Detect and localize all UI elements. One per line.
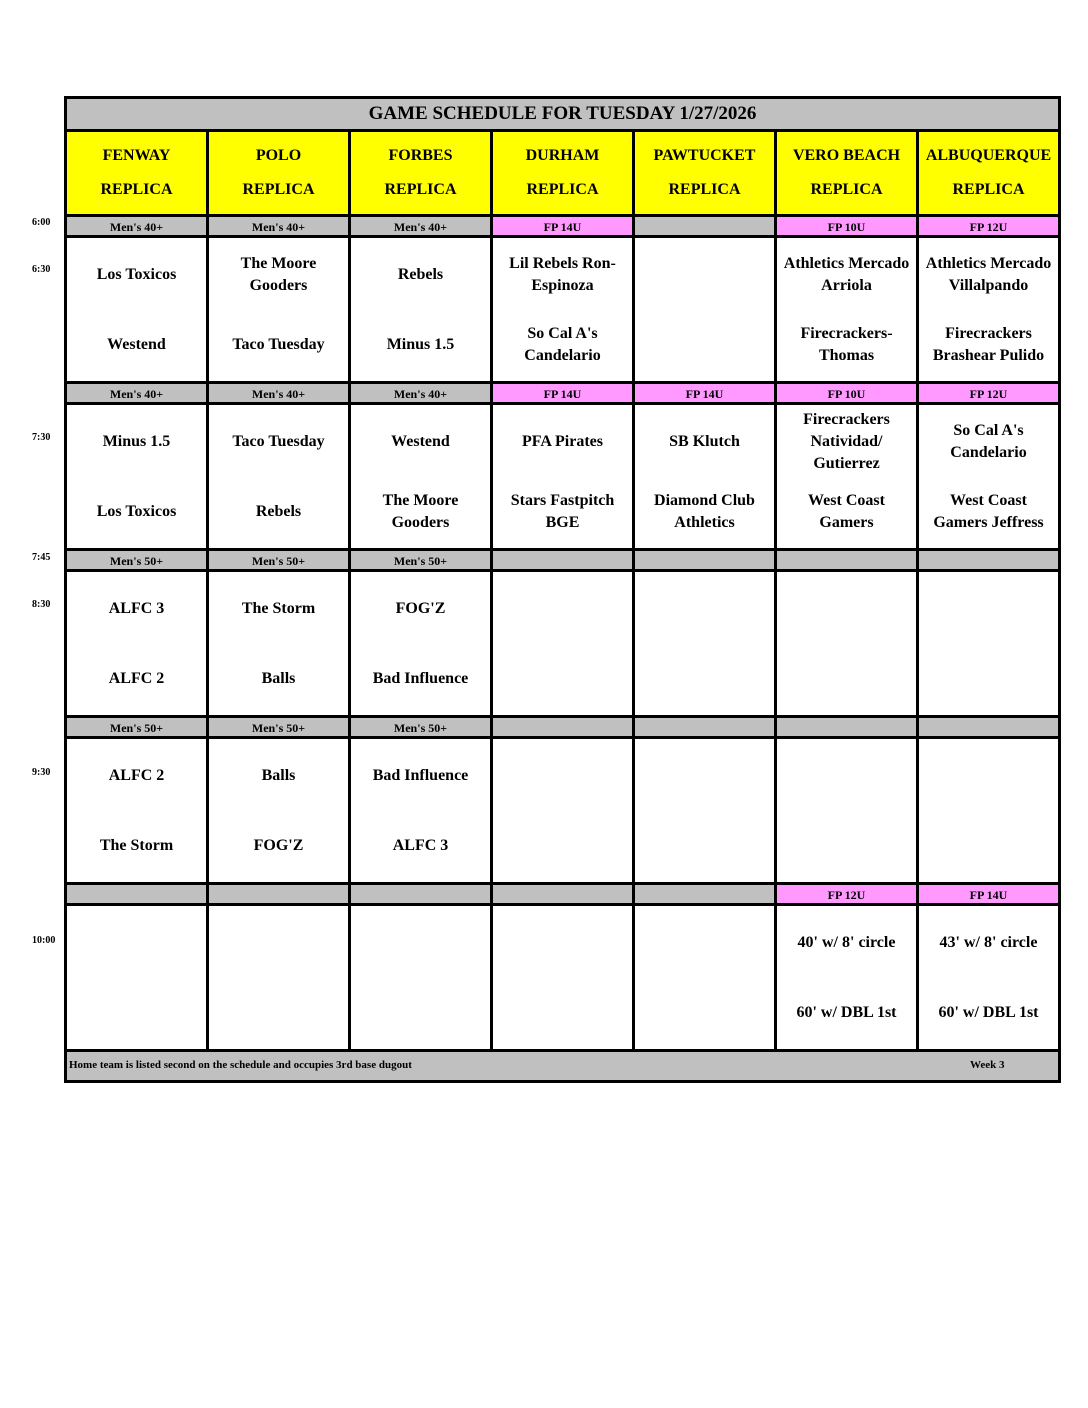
visitor-team: 43' w/ 8' circle [939, 934, 1038, 951]
visitor-team: Balls [261, 767, 296, 784]
division-label: Men's 40+ [351, 384, 493, 402]
home-team [777, 646, 916, 715]
division-row [67, 384, 1058, 405]
visitor-team: 40' w/ 8' circle [797, 934, 896, 951]
game-cell [351, 906, 493, 1049]
schedule-title: GAME SCHEDULE FOR TUESDAY 1/27/2026 [67, 99, 1058, 132]
home-team [493, 980, 632, 1049]
division-label: Men's 50+ [209, 718, 351, 736]
visitor-team [351, 906, 490, 980]
game-cell [777, 405, 919, 548]
visitor-team: Taco Tuesday [232, 433, 325, 450]
visitor-team [919, 572, 1058, 646]
division-label: FP 12U [919, 384, 1058, 402]
home-team [635, 813, 774, 882]
field-name: ALBUQUERQUE [925, 147, 1052, 164]
division-label [777, 551, 919, 569]
game-cell [635, 906, 777, 1049]
home-team [635, 980, 774, 1049]
home-team: The Storm [99, 836, 174, 854]
division-label [493, 718, 635, 736]
division-label: FP 14U [635, 384, 777, 402]
division-label [777, 718, 919, 736]
division-label: FP 12U [919, 217, 1058, 235]
home-team: Firecrackers-Thomas [800, 324, 893, 364]
time-label: 10:00 [32, 935, 56, 946]
visitor-team: Westend [391, 433, 450, 450]
visitor-team: ALFC 3 [108, 600, 165, 617]
visitor-team: PFA Pirates [521, 433, 603, 450]
game-cell [351, 739, 493, 882]
home-team: Minus 1.5 [386, 335, 455, 353]
home-team: Balls [261, 669, 296, 687]
field-header [635, 132, 777, 214]
division-label: FP 10U [777, 217, 919, 235]
division-label: Men's 50+ [351, 551, 493, 569]
home-team: FOG'Z [253, 836, 304, 854]
division-label: Men's 40+ [209, 217, 351, 235]
visitor-team: FOG'Z [395, 600, 446, 617]
time-label: 6:00 [32, 217, 51, 228]
schedule-blocks [67, 217, 1058, 1052]
division-label [67, 885, 209, 903]
field-name: FENWAY [102, 147, 171, 164]
visitor-team: SB Klutch [669, 433, 740, 450]
visitor-team: Athletics Mercado Villalpando [925, 255, 1052, 294]
visitor-team: The Storm [241, 600, 316, 617]
time-label: 7:30 [32, 432, 51, 443]
field-header [209, 132, 351, 214]
division-label: Men's 50+ [67, 718, 209, 736]
visitor-team [493, 906, 632, 980]
field-name: DURHAM [525, 147, 600, 164]
game-cell [919, 238, 1058, 381]
visitor-team: The Moore Gooders [240, 255, 317, 294]
visitor-team: Los Toxicos [96, 266, 177, 283]
division-label [493, 885, 635, 903]
home-team [493, 646, 632, 715]
home-team [493, 813, 632, 882]
division-label: FP 14U [919, 885, 1058, 903]
home-team: ALFC 3 [392, 836, 449, 854]
visitor-team [635, 906, 774, 980]
division-label: Men's 40+ [67, 217, 209, 235]
visitor-team: Minus 1.5 [102, 433, 171, 450]
home-team [351, 980, 490, 1049]
game-cell [67, 739, 209, 882]
division-label: FP 14U [493, 217, 635, 235]
game-cell [209, 572, 351, 715]
division-label: FP 14U [493, 384, 635, 402]
game-cell [919, 572, 1058, 715]
field-name: POLO [255, 147, 302, 164]
division-label [635, 885, 777, 903]
game-cell [635, 739, 777, 882]
game-row [67, 739, 1058, 885]
game-cell [67, 238, 209, 381]
game-row [67, 405, 1058, 551]
week-label: Week 3 [970, 1059, 1005, 1071]
home-team [635, 312, 774, 381]
home-team: 60' w/ DBL 1st [796, 1003, 897, 1021]
home-team: West Coast Gamers Jeffress [933, 491, 1044, 531]
game-cell [635, 572, 777, 715]
game-cell [351, 572, 493, 715]
field-header [777, 132, 919, 214]
home-team: The Moore Gooders [382, 491, 459, 531]
field-type: REPLICA [526, 181, 599, 198]
division-label: Men's 40+ [209, 384, 351, 402]
game-cell [67, 572, 209, 715]
game-row [67, 572, 1058, 718]
visitor-team [493, 572, 632, 646]
home-team: 60' w/ DBL 1st [938, 1003, 1039, 1021]
division-row [67, 885, 1058, 906]
game-cell [67, 405, 209, 548]
home-team: ALFC 2 [108, 669, 165, 687]
division-row [67, 217, 1058, 238]
game-cell [209, 739, 351, 882]
game-row [67, 906, 1058, 1052]
home-team [209, 980, 348, 1049]
visitor-team: Athletics Mercado Arriola [783, 255, 910, 294]
game-cell [67, 906, 209, 1049]
division-row [67, 551, 1058, 572]
game-cell [635, 405, 777, 548]
field-name: FORBES [388, 147, 453, 164]
visitor-team [635, 572, 774, 646]
visitor-team [635, 739, 774, 813]
division-label [209, 885, 351, 903]
division-label: Men's 50+ [351, 718, 493, 736]
home-team: Los Toxicos [96, 502, 177, 520]
home-team: Taco Tuesday [232, 335, 325, 353]
time-label: 7:45 [32, 552, 51, 563]
field-header [67, 132, 209, 214]
visitor-team: Lil Rebels Ron-Espinoza [509, 255, 616, 294]
game-cell [919, 906, 1058, 1049]
schedule-table [64, 96, 1061, 1083]
home-team [777, 813, 916, 882]
visitor-team: Rebels [397, 266, 444, 283]
field-type: REPLICA [384, 181, 457, 198]
visitor-team [67, 906, 206, 980]
game-cell [209, 405, 351, 548]
division-label: Men's 50+ [67, 551, 209, 569]
footer-note: Home team is listed second on the schedule and occupies 3rd base dugout [69, 1059, 412, 1071]
field-type: REPLICA [242, 181, 315, 198]
game-cell [493, 405, 635, 548]
home-team [635, 646, 774, 715]
home-team [67, 980, 206, 1049]
division-label [635, 217, 777, 235]
home-team: Bad Influence [372, 669, 469, 687]
visitor-team: Bad Influence [372, 767, 469, 784]
field-name: PAWTUCKET [653, 147, 756, 164]
game-cell [209, 906, 351, 1049]
schedule-footer [67, 1052, 1058, 1080]
field-header [493, 132, 635, 214]
game-cell [351, 238, 493, 381]
field-type: REPLICA [952, 181, 1025, 198]
field-name: VERO BEACH [792, 147, 901, 164]
game-cell [209, 238, 351, 381]
division-label: FP 12U [777, 885, 919, 903]
division-label [635, 718, 777, 736]
game-cell [635, 238, 777, 381]
game-cell [919, 405, 1058, 548]
home-team [919, 646, 1058, 715]
division-label: Men's 40+ [351, 217, 493, 235]
game-cell [777, 906, 919, 1049]
game-cell [777, 739, 919, 882]
field-type: REPLICA [810, 181, 883, 198]
visitor-team [777, 572, 916, 646]
time-label: 6:30 [32, 264, 51, 275]
game-cell [493, 572, 635, 715]
field-type: REPLICA [100, 181, 173, 198]
time-label: 9:30 [32, 767, 51, 778]
division-label [351, 885, 493, 903]
home-team: West Coast Gamers [808, 491, 885, 531]
visitor-team [493, 739, 632, 813]
division-label: Men's 50+ [209, 551, 351, 569]
visitor-team: So Cal A's Candelario [950, 422, 1027, 461]
field-header-row [67, 132, 1058, 217]
time-label: 8:30 [32, 599, 51, 610]
visitor-team: Firecrackers Natividad/ Gutierrez [803, 411, 890, 472]
field-header [351, 132, 493, 214]
game-cell [493, 238, 635, 381]
game-cell [493, 739, 635, 882]
division-label [493, 551, 635, 569]
game-cell [351, 405, 493, 548]
visitor-team [635, 238, 774, 312]
home-team: Firecrackers Brashear Pulido [932, 324, 1045, 364]
visitor-team [919, 739, 1058, 813]
division-label [919, 551, 1058, 569]
field-header [919, 132, 1058, 214]
field-type: REPLICA [668, 181, 741, 198]
visitor-team: ALFC 2 [108, 767, 165, 784]
home-team: Rebels [255, 502, 302, 520]
game-cell [777, 238, 919, 381]
game-row [67, 238, 1058, 384]
division-label [635, 551, 777, 569]
home-team: Stars Fastpitch BGE [510, 491, 615, 531]
division-label [919, 718, 1058, 736]
game-cell [777, 572, 919, 715]
home-team: Westend [107, 335, 166, 353]
game-cell [493, 906, 635, 1049]
division-label: FP 10U [777, 384, 919, 402]
division-label: Men's 40+ [67, 384, 209, 402]
home-team: Diamond Club Athletics [654, 491, 755, 531]
home-team [919, 813, 1058, 882]
visitor-team [777, 739, 916, 813]
home-team: So Cal A's Candelario [524, 324, 601, 364]
game-cell [919, 739, 1058, 882]
visitor-team [209, 906, 348, 980]
division-row [67, 718, 1058, 739]
